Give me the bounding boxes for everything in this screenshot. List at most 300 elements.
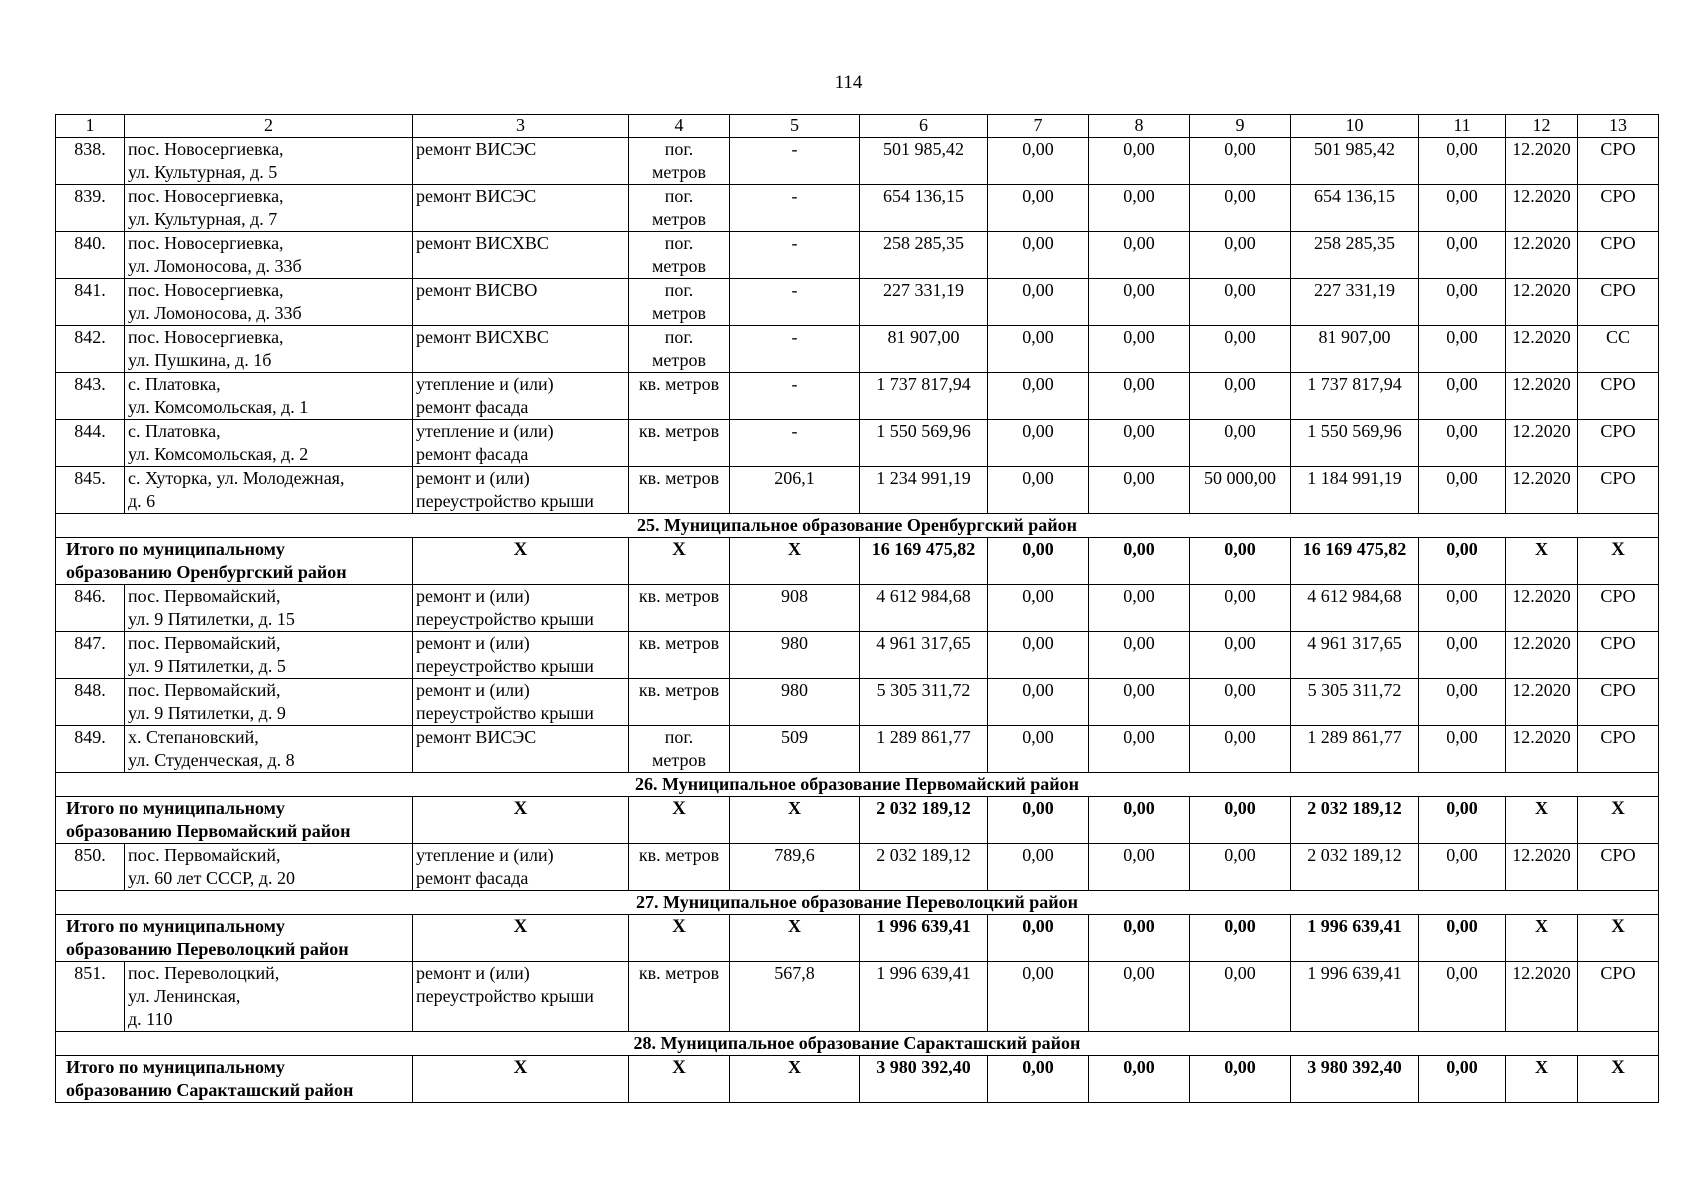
c8-cell: 0,00 (1089, 232, 1190, 279)
c9-cell: 0,00 (1190, 279, 1291, 326)
c7-cell: 0,00 (988, 632, 1089, 679)
c12-cell: 12.2020 (1506, 279, 1578, 326)
c10-cell: 1 550 569,96 (1291, 420, 1419, 467)
address-line: с. Платовка, (128, 374, 221, 394)
section-heading-row (56, 773, 1659, 797)
address-cell (125, 326, 413, 373)
unit-line: пог. (664, 139, 694, 159)
c10-cell: 16 169 475,82 (1291, 538, 1419, 585)
table-row (56, 679, 1659, 726)
row-number: 840. (56, 232, 125, 279)
work-cell (413, 373, 629, 420)
c9-cell: 50 000,00 (1190, 467, 1291, 514)
address-cell (125, 185, 413, 232)
column-number: 7 (988, 115, 1089, 138)
work-cell: Х (413, 797, 629, 844)
c6-cell: 4 961 317,65 (860, 632, 988, 679)
c8-cell: 0,00 (1089, 326, 1190, 373)
c7-cell: 0,00 (988, 962, 1089, 1032)
work-cell: Х (413, 915, 629, 962)
c7-cell: 0,00 (988, 279, 1089, 326)
address-line: пос. Первомайский, (128, 680, 281, 700)
c11-cell: 0,00 (1419, 585, 1506, 632)
total-row (56, 538, 1659, 585)
c10-cell: 654 136,15 (1291, 185, 1419, 232)
c13-cell: СРО (1578, 726, 1659, 773)
section-title: 27. Муниципальное образование Переволоцкий район (56, 891, 1659, 915)
c5-cell: 206,1 (730, 467, 860, 514)
c9-cell: 0,00 (1190, 962, 1291, 1032)
address-line: ул. Культурная, д. 7 (128, 209, 278, 229)
unit-cell (629, 844, 730, 891)
c5-cell: - (730, 373, 860, 420)
table-row (56, 185, 1659, 232)
column-number: 1 (56, 115, 125, 138)
c5-cell: 908 (730, 585, 860, 632)
unit-cell (629, 962, 730, 1032)
work-cell (413, 726, 629, 773)
c9-cell: 0,00 (1190, 844, 1291, 891)
unit-line: кв. метров (638, 680, 720, 700)
c12-cell: 12.2020 (1506, 185, 1578, 232)
c8-cell: 0,00 (1089, 279, 1190, 326)
c8-cell: 0,00 (1089, 844, 1190, 891)
c6-cell: 3 980 392,40 (860, 1056, 988, 1103)
address-cell (125, 726, 413, 773)
work-line: ремонт ВИСЭС (416, 139, 537, 159)
work-cell (413, 632, 629, 679)
c10-cell: 2 032 189,12 (1291, 844, 1419, 891)
c13-cell: СС (1578, 326, 1659, 373)
c10-cell: 1 996 639,41 (1291, 915, 1419, 962)
unit-cell: Х (629, 538, 730, 585)
unit-cell (629, 679, 730, 726)
work-cell (413, 420, 629, 467)
c12-cell: Х (1506, 1056, 1578, 1103)
c10-cell: 5 305 311,72 (1291, 679, 1419, 726)
col5-cell: Х (730, 915, 860, 962)
column-number: 6 (860, 115, 988, 138)
c12-cell: 12.2020 (1506, 420, 1578, 467)
address-line: пос. Переволоцкий, (128, 963, 280, 983)
c8-cell: 0,00 (1089, 185, 1190, 232)
address-line: ул. Комсомольская, д. 2 (128, 444, 309, 464)
c9-cell: 0,00 (1190, 1056, 1291, 1103)
table-row (56, 726, 1659, 773)
address-cell (125, 420, 413, 467)
unit-line: пог. (664, 327, 694, 347)
work-line: утепление и (или) (416, 845, 554, 865)
unit-cell (629, 420, 730, 467)
unit-cell (629, 373, 730, 420)
table-row (56, 326, 1659, 373)
work-cell (413, 138, 629, 185)
table-row (56, 962, 1659, 1032)
address-line: пос. Новосергиевка, (128, 280, 284, 300)
work-cell (413, 279, 629, 326)
row-number: 839. (56, 185, 125, 232)
address-line: ул. Ломоносова, д. 33б (128, 256, 302, 276)
total-label (56, 797, 413, 844)
work-line: ремонт ВИСХВС (416, 327, 549, 347)
c11-cell: 0,00 (1419, 844, 1506, 891)
c13-cell: СРО (1578, 467, 1659, 514)
c6-cell: 1 737 817,94 (860, 373, 988, 420)
table-row (56, 232, 1659, 279)
work-cell (413, 326, 629, 373)
c13-cell: СРО (1578, 138, 1659, 185)
unit-line: метров (652, 350, 706, 370)
address-cell (125, 585, 413, 632)
table-row (56, 585, 1659, 632)
c12-cell: 12.2020 (1506, 373, 1578, 420)
c5-cell: 789,6 (730, 844, 860, 891)
c11-cell: 0,00 (1419, 420, 1506, 467)
c12-cell: 12.2020 (1506, 138, 1578, 185)
address-cell (125, 962, 413, 1032)
c10-cell: 1 737 817,94 (1291, 373, 1419, 420)
column-number: 5 (730, 115, 860, 138)
c9-cell: 0,00 (1190, 538, 1291, 585)
work-line: переустройство крыши (416, 986, 594, 1006)
c11-cell: 0,00 (1419, 232, 1506, 279)
address-cell (125, 138, 413, 185)
c7-cell: 0,00 (988, 538, 1089, 585)
c6-cell: 1 234 991,19 (860, 467, 988, 514)
unit-line: кв. метров (638, 421, 720, 441)
unit-cell: Х (629, 915, 730, 962)
work-line: утепление и (или) (416, 374, 554, 394)
c9-cell: 0,00 (1190, 726, 1291, 773)
unit-line: кв. метров (638, 633, 720, 653)
unit-line: метров (652, 209, 706, 229)
work-cell (413, 185, 629, 232)
c9-cell: 0,00 (1190, 232, 1291, 279)
address-line: пос. Новосергиевка, (128, 327, 284, 347)
table-row (56, 138, 1659, 185)
work-cell (413, 232, 629, 279)
c6-cell: 258 285,35 (860, 232, 988, 279)
total-label-line: образованию Саракташский район (66, 1080, 354, 1100)
work-line: ремонт ВИСВО (416, 280, 538, 300)
c8-cell: 0,00 (1089, 679, 1190, 726)
address-line: с. Платовка, (128, 421, 221, 441)
c5-cell: 509 (730, 726, 860, 773)
c5-cell: - (730, 232, 860, 279)
unit-line: метров (652, 256, 706, 276)
work-line: ремонт ВИСЭС (416, 727, 537, 747)
total-label-line: Итого по муниципальному (66, 798, 285, 818)
table-row (56, 844, 1659, 891)
address-cell (125, 279, 413, 326)
c12-cell: 12.2020 (1506, 585, 1578, 632)
c13-cell: СРО (1578, 632, 1659, 679)
address-line: х. Степановский, (128, 727, 259, 747)
c13-cell: СРО (1578, 279, 1659, 326)
unit-line: пог. (664, 727, 694, 747)
c7-cell: 0,00 (988, 420, 1089, 467)
c7-cell: 0,00 (988, 232, 1089, 279)
row-number: 846. (56, 585, 125, 632)
total-label-line: образованию Переволоцкий район (66, 939, 349, 959)
c7-cell: 0,00 (988, 373, 1089, 420)
work-cell: Х (413, 1056, 629, 1103)
c13-cell: СРО (1578, 420, 1659, 467)
unit-cell (629, 232, 730, 279)
unit-cell (629, 326, 730, 373)
c9-cell: 0,00 (1190, 420, 1291, 467)
address-line: д. 110 (128, 1009, 173, 1029)
c6-cell: 1 996 639,41 (860, 962, 988, 1032)
unit-line: пог. (664, 186, 694, 206)
total-row (56, 915, 1659, 962)
address-line: ул. Ломоносова, д. 33б (128, 303, 302, 323)
c8-cell: 0,00 (1089, 797, 1190, 844)
table-row (56, 279, 1659, 326)
c11-cell: 0,00 (1419, 632, 1506, 679)
col5-cell: Х (730, 797, 860, 844)
column-number: 11 (1419, 115, 1506, 138)
unit-line: кв. метров (638, 468, 720, 488)
section-heading-row (56, 1032, 1659, 1056)
row-number: 848. (56, 679, 125, 726)
work-cell: Х (413, 538, 629, 585)
row-number: 845. (56, 467, 125, 514)
c5-cell: - (730, 420, 860, 467)
c12-cell: Х (1506, 538, 1578, 585)
unit-line: кв. метров (638, 845, 720, 865)
c10-cell: 227 331,19 (1291, 279, 1419, 326)
total-row (56, 797, 1659, 844)
col5-cell: Х (730, 538, 860, 585)
address-line: пос. Новосергиевка, (128, 233, 284, 253)
c11-cell: 0,00 (1419, 679, 1506, 726)
c13-cell: Х (1578, 538, 1659, 585)
unit-cell: Х (629, 797, 730, 844)
total-label (56, 1056, 413, 1103)
c12-cell: 12.2020 (1506, 844, 1578, 891)
c7-cell: 0,00 (988, 844, 1089, 891)
c6-cell: 501 985,42 (860, 138, 988, 185)
address-line: ул. Культурная, д. 5 (128, 162, 278, 182)
c6-cell: 2 032 189,12 (860, 797, 988, 844)
c13-cell: Х (1578, 797, 1659, 844)
c13-cell: СРО (1578, 962, 1659, 1032)
c11-cell: 0,00 (1419, 138, 1506, 185)
work-line: ремонт и (или) (416, 586, 530, 606)
row-number: 844. (56, 420, 125, 467)
c8-cell: 0,00 (1089, 373, 1190, 420)
address-cell (125, 373, 413, 420)
section-heading-row (56, 891, 1659, 915)
c5-cell: - (730, 138, 860, 185)
c8-cell: 0,00 (1089, 1056, 1190, 1103)
section-heading-row (56, 514, 1659, 538)
unit-cell: Х (629, 1056, 730, 1103)
c12-cell: Х (1506, 915, 1578, 962)
c11-cell: 0,00 (1419, 797, 1506, 844)
c8-cell: 0,00 (1089, 420, 1190, 467)
c9-cell: 0,00 (1190, 138, 1291, 185)
unit-cell (629, 632, 730, 679)
row-number: 850. (56, 844, 125, 891)
column-number: 10 (1291, 115, 1419, 138)
column-numbers-row (56, 115, 1659, 138)
c12-cell: 12.2020 (1506, 726, 1578, 773)
c9-cell: 0,00 (1190, 326, 1291, 373)
address-line: ул. 9 Пятилетки, д. 9 (128, 703, 286, 723)
c6-cell: 227 331,19 (860, 279, 988, 326)
c12-cell: 12.2020 (1506, 232, 1578, 279)
address-line: ул. 60 лет СССР, д. 20 (128, 868, 295, 888)
c11-cell: 0,00 (1419, 326, 1506, 373)
address-line: д. 6 (128, 491, 156, 511)
c9-cell: 0,00 (1190, 915, 1291, 962)
c13-cell: СРО (1578, 373, 1659, 420)
c13-cell: СРО (1578, 844, 1659, 891)
c7-cell: 0,00 (988, 138, 1089, 185)
row-number: 842. (56, 326, 125, 373)
c7-cell: 0,00 (988, 467, 1089, 514)
c5-cell: - (730, 279, 860, 326)
c6-cell: 4 612 984,68 (860, 585, 988, 632)
c8-cell: 0,00 (1089, 632, 1190, 679)
c8-cell: 0,00 (1089, 915, 1190, 962)
unit-line: метров (652, 303, 706, 323)
c5-cell: 980 (730, 632, 860, 679)
section-title: 28. Муниципальное образование Саракташский район (56, 1032, 1659, 1056)
column-number: 12 (1506, 115, 1578, 138)
row-number: 849. (56, 726, 125, 773)
c12-cell: 12.2020 (1506, 632, 1578, 679)
c11-cell: 0,00 (1419, 726, 1506, 773)
column-number: 3 (413, 115, 629, 138)
c10-cell: 1 996 639,41 (1291, 962, 1419, 1032)
address-line: ул. Студенческая, д. 8 (128, 750, 295, 770)
total-label-line: Итого по муниципальному (66, 539, 285, 559)
c11-cell: 0,00 (1419, 915, 1506, 962)
c8-cell: 0,00 (1089, 538, 1190, 585)
c7-cell: 0,00 (988, 797, 1089, 844)
address-cell (125, 844, 413, 891)
c8-cell: 0,00 (1089, 726, 1190, 773)
c11-cell: 0,00 (1419, 185, 1506, 232)
address-line: пос. Новосергиевка, (128, 139, 284, 159)
column-number: 13 (1578, 115, 1659, 138)
c6-cell: 654 136,15 (860, 185, 988, 232)
c5-cell: 980 (730, 679, 860, 726)
c11-cell: 0,00 (1419, 279, 1506, 326)
c5-cell: 567,8 (730, 962, 860, 1032)
c9-cell: 0,00 (1190, 585, 1291, 632)
c7-cell: 0,00 (988, 585, 1089, 632)
row-number: 851. (56, 962, 125, 1032)
work-line: ремонт фасада (416, 868, 529, 888)
address-line: ул. Пушкина, д. 1б (128, 350, 272, 370)
address-cell (125, 632, 413, 679)
work-line: ремонт фасада (416, 397, 529, 417)
total-label-line: образованию Первомайский район (66, 821, 351, 841)
c11-cell: 0,00 (1419, 1056, 1506, 1103)
c11-cell: 0,00 (1419, 962, 1506, 1032)
c11-cell: 0,00 (1419, 467, 1506, 514)
c13-cell: СРО (1578, 679, 1659, 726)
c8-cell: 0,00 (1089, 138, 1190, 185)
c12-cell: 12.2020 (1506, 679, 1578, 726)
c13-cell: СРО (1578, 185, 1659, 232)
row-number: 838. (56, 138, 125, 185)
unit-cell (629, 138, 730, 185)
c7-cell: 0,00 (988, 726, 1089, 773)
work-line: переустройство крыши (416, 491, 594, 511)
row-number: 847. (56, 632, 125, 679)
c10-cell: 1 184 991,19 (1291, 467, 1419, 514)
work-line: ремонт фасада (416, 444, 529, 464)
address-line: ул. Комсомольская, д. 1 (128, 397, 309, 417)
c12-cell: Х (1506, 797, 1578, 844)
c10-cell: 4 961 317,65 (1291, 632, 1419, 679)
c10-cell: 501 985,42 (1291, 138, 1419, 185)
c12-cell: 12.2020 (1506, 962, 1578, 1032)
c10-cell: 81 907,00 (1291, 326, 1419, 373)
work-cell (413, 844, 629, 891)
c8-cell: 0,00 (1089, 962, 1190, 1032)
work-line: утепление и (или) (416, 421, 554, 441)
address-line: ул. 9 Пятилетки, д. 5 (128, 656, 286, 676)
total-label-line: Итого по муниципальному (66, 1057, 285, 1077)
work-line: ремонт и (или) (416, 680, 530, 700)
c6-cell: 1 550 569,96 (860, 420, 988, 467)
work-line: ремонт ВИСЭС (416, 186, 537, 206)
unit-line: кв. метров (638, 963, 720, 983)
c6-cell: 5 305 311,72 (860, 679, 988, 726)
row-number: 841. (56, 279, 125, 326)
unit-line: метров (652, 750, 706, 770)
address-line: с. Хуторка, ул. Молодежная, (128, 468, 345, 488)
c7-cell: 0,00 (988, 679, 1089, 726)
work-line: переустройство крыши (416, 703, 594, 723)
c11-cell: 0,00 (1419, 538, 1506, 585)
address-cell (125, 232, 413, 279)
c7-cell: 0,00 (988, 915, 1089, 962)
work-line: переустройство крыши (416, 609, 594, 629)
c5-cell: - (730, 185, 860, 232)
c10-cell: 2 032 189,12 (1291, 797, 1419, 844)
c6-cell: 1 289 861,77 (860, 726, 988, 773)
c7-cell: 0,00 (988, 185, 1089, 232)
c13-cell: СРО (1578, 585, 1659, 632)
c9-cell: 0,00 (1190, 632, 1291, 679)
c6-cell: 81 907,00 (860, 326, 988, 373)
work-line: ремонт и (или) (416, 468, 530, 488)
address-cell (125, 467, 413, 514)
unit-line: кв. метров (638, 586, 720, 606)
c5-cell: - (730, 326, 860, 373)
c9-cell: 0,00 (1190, 373, 1291, 420)
c9-cell: 0,00 (1190, 679, 1291, 726)
unit-cell (629, 585, 730, 632)
address-line: ул. Ленинская, (128, 986, 241, 1006)
c10-cell: 4 612 984,68 (1291, 585, 1419, 632)
work-cell (413, 962, 629, 1032)
c10-cell: 3 980 392,40 (1291, 1056, 1419, 1103)
unit-line: пог. (664, 280, 694, 300)
unit-cell (629, 726, 730, 773)
capital-repair-table (55, 114, 1659, 1103)
c9-cell: 0,00 (1190, 797, 1291, 844)
work-cell (413, 679, 629, 726)
table-body (56, 115, 1659, 1103)
